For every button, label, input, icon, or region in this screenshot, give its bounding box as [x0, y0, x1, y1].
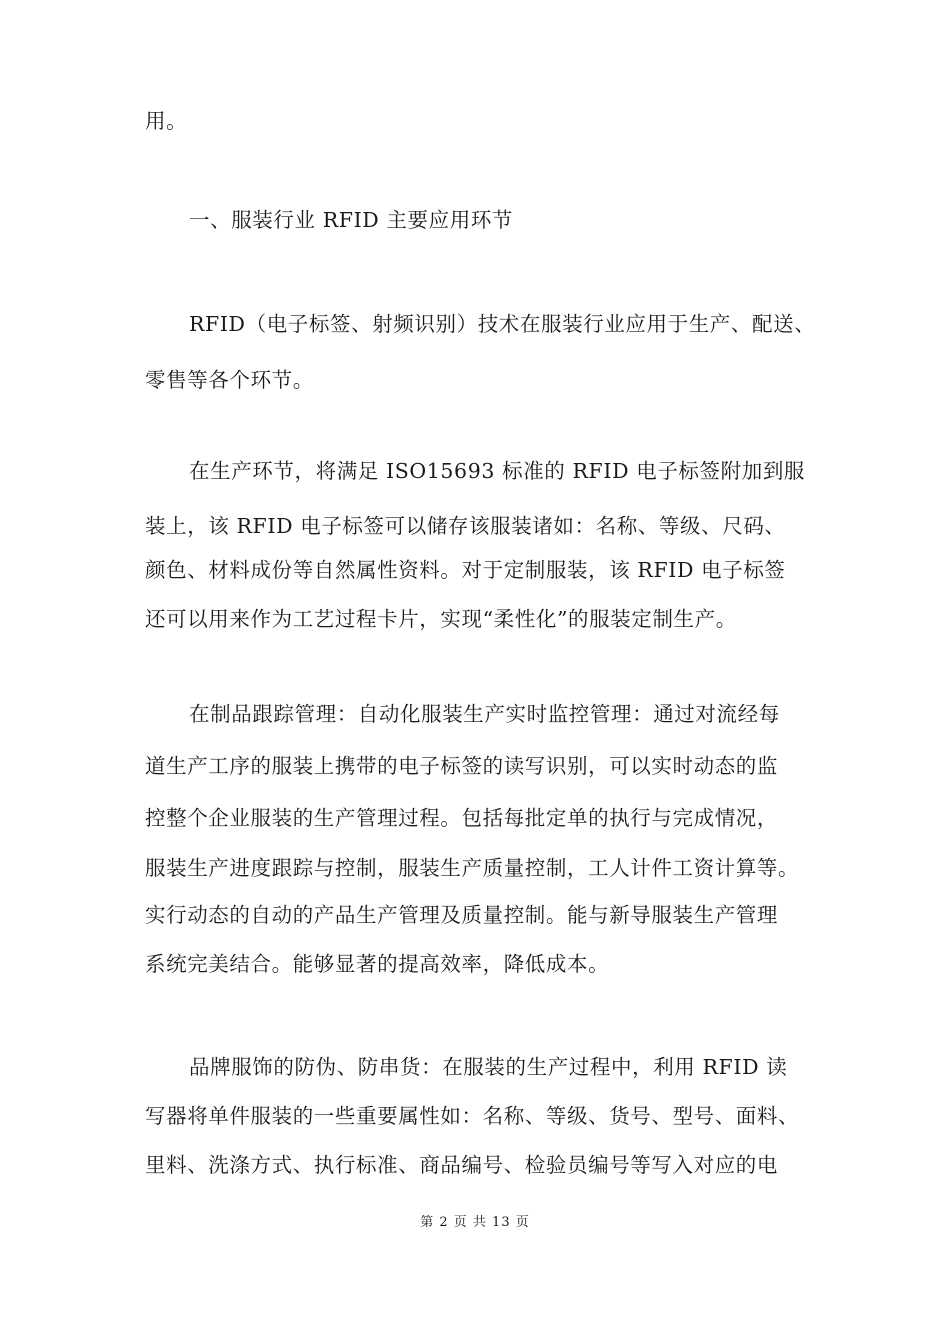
text-line: 用。 — [145, 109, 188, 133]
text-line: 还可以用来作为工艺过程卡片，实现“柔性化”的服装定制生产。 — [145, 607, 737, 631]
section-heading: 一、服装行业 RFID 主要应用环节 — [189, 208, 514, 232]
text-line: 道生产工序的服装上携带的电子标签的读写识别，可以实时动态的监 — [145, 754, 778, 778]
page-footer: 第 2 页 共 13 页 — [420, 1215, 530, 1230]
text-line: 零售等各个环节。 — [145, 368, 314, 392]
text-line: 颜色、材料成份等自然属性资料。对于定制服装，该 RFID 电子标签 — [145, 558, 786, 582]
text-line: RFID（电子标签、射频识别）技术在服装行业应用于生产、配送、 — [189, 312, 816, 336]
text-line: 控整个企业服装的生产管理过程。包括每批定单的执行与完成情况， — [145, 806, 778, 830]
text-line: 在生产环节，将满足 ISO15693 标准的 RFID 电子标签附加到服 — [189, 459, 806, 483]
text-line: 在制品跟踪管理：自动化服装生产实时监控管理：通过对流经每 — [189, 702, 780, 726]
text-line: 装上，该 RFID 电子标签可以储存该服装诸如：名称、等级、尺码、 — [145, 514, 786, 538]
text-line: 写器将单件服装的一些重要属性如：名称、等级、货号、型号、面料、 — [145, 1104, 800, 1128]
text-line: 实行动态的自动的产品生产管理及质量控制。能与新导服装生产管理 — [145, 903, 778, 927]
text-line: 系统完美结合。能够显著的提高效率，降低成本。 — [145, 952, 610, 976]
text-line: 里料、洗涤方式、执行标准、商品编号、检验员编号等写入对应的电 — [145, 1153, 778, 1177]
text-line: 品牌服饰的防伪、防串货：在服装的生产过程中，利用 RFID 读 — [189, 1055, 788, 1079]
text-line: 服装生产进度跟踪与控制，服装生产质量控制，工人计件工资计算等。 — [145, 856, 800, 880]
